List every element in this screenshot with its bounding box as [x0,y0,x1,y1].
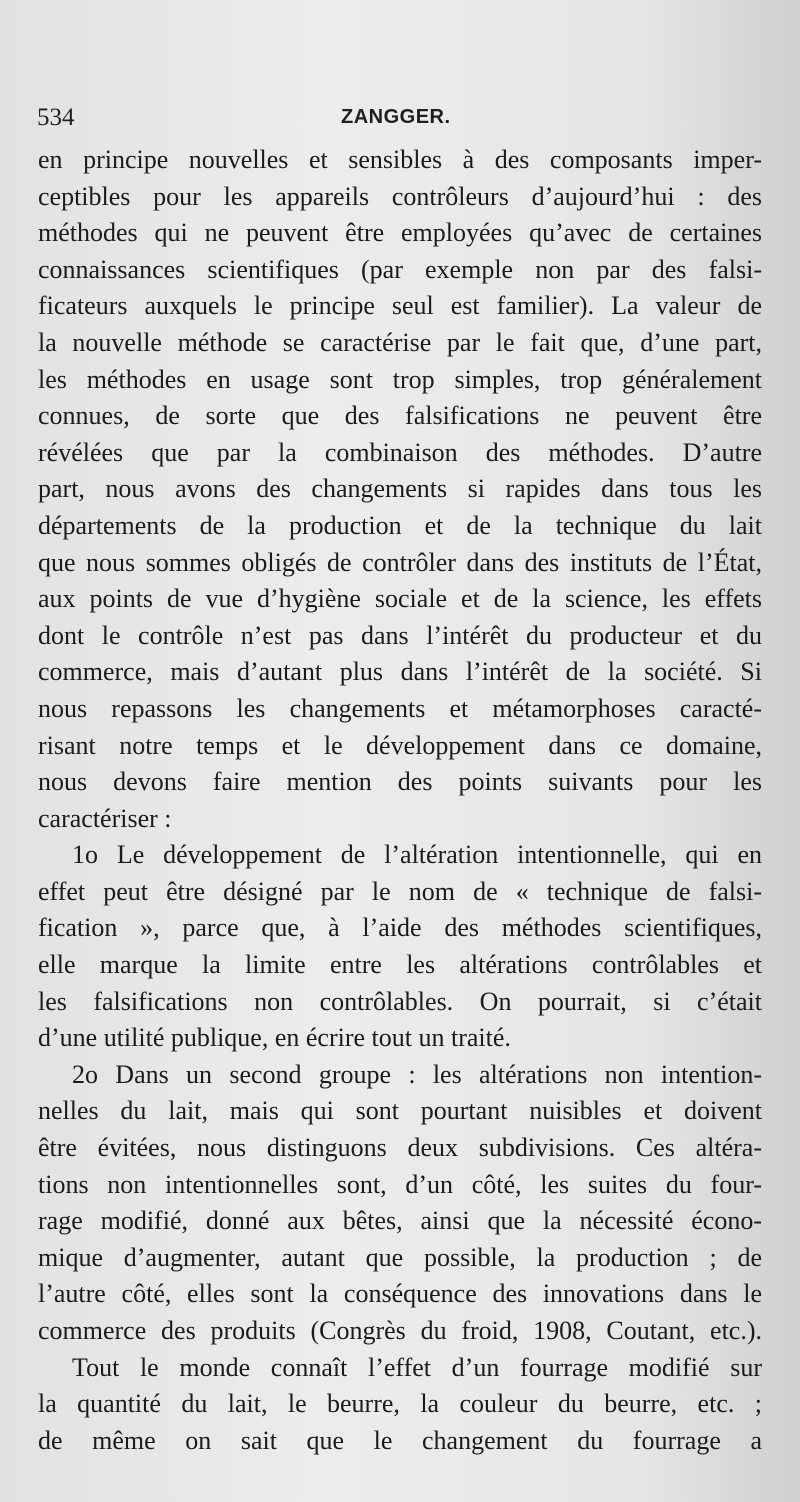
text-line: les méthodes en usage sont trop simples, trop généralement [38,364,762,394]
text-line: Tout le monde connaît l’effet d’un fourrage modifié sur [72,1352,762,1382]
text-line: fication », parce que, à l’aide des méthodes scientifiques, [38,913,762,943]
text-line: aux points de vue d’hygiène sociale et de la science, les effets [38,584,762,614]
text-line: que nous sommes obligés de contrôler dans des instituts de l’État, [38,547,762,577]
text-line: 2o Dans un second groupe : les altérations non intention- [72,1059,762,1089]
text-line: départements de la production et de la technique du lait [38,510,762,540]
text-line: elle marque la limite entre les altérations contrôlables et [38,950,762,980]
text-line: de même on sait que le changement du fourrage a [38,1425,762,1455]
text-line: nous devons faire mention des points suivants pour les [38,767,762,797]
page-header [37,104,767,130]
text-line: mique d’augmenter, autant que possible, la production ; de [38,1242,762,1272]
text-line: nelles du lait, mais qui sont pourtant nuisibles et doivent [38,1096,762,1126]
text-line: connues, de sorte que des falsifications ne peuvent être [38,401,762,431]
text-line: révélées que par la combinaison des méthodes. D’autre [38,437,762,467]
text-line: tions non intentionnelles sont, d’un côté, les suites du four- [38,1169,762,1199]
text-line: être évitées, nous distinguons deux subdivisions. Ces altéra- [38,1133,762,1163]
text-line: dont le contrôle n’est pas dans l’intérêt du producteur et du [38,620,762,650]
text-line: part, nous avons des changements si rapides dans tous les [38,474,762,504]
text-line: commerce des produits (Congrès du froid, 1908, Coutant, etc.). [38,1316,762,1345]
text-line: la quantité du lait, le beurre, la couleur du beurre, etc. ; [38,1389,762,1419]
text-line: 1o Le développement de l’altération intentionnelle, qui en [72,840,762,870]
text-line: effet peut être désigné par le nom de « technique de falsi- [38,876,762,906]
text-line: méthodes qui ne peuvent être employées qu’avec de certaines [38,218,762,248]
text-line: rage modifié, donné aux bêtes, ainsi que la nécessité écono- [38,1206,762,1236]
text-line: la nouvelle méthode se caractérise par le fait que, d’une part, [38,327,762,357]
running-head: ZANGGER. [341,106,451,128]
text-line: caractériser : [38,803,172,833]
text-line: ficateurs auxquels le principe seul est familier). La valeur de [38,291,762,321]
text-line: nous repassons les changements et métamorphoses caracté- [38,693,762,723]
text-line: risant notre temps et le développement dans ce domaine, [38,730,762,760]
text-line: ceptibles pour les appareils contrôleurs d’aujourd’hui : des [38,181,762,211]
text-line: en principe nouvelles et sensibles à des composants imper- [38,145,762,174]
body-text [38,142,762,1459]
text-line: commerce, mais d’autant plus dans l’intérêt de la société. Si [38,657,762,687]
page-number: 534 [37,104,75,131]
text-line: les falsifications non contrôlables. On pourrait, si c’était [38,986,762,1016]
text-line: l’autre côté, elles sont la conséquence des innovations dans le [38,1279,762,1309]
text-line: connaissances scientifiques (par exemple non par des falsi- [38,254,762,284]
text-line: d’une utilité publique, en écrire tout un traité. [38,1023,511,1053]
